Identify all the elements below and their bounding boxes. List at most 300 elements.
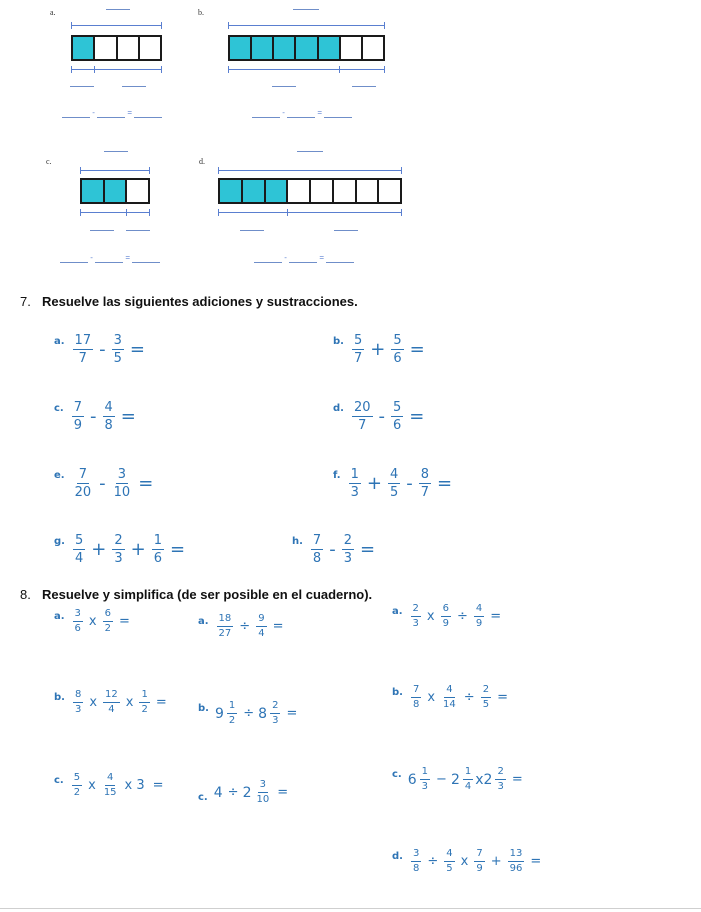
denominator: 96 [509,863,523,874]
equals-sign: = [317,108,323,117]
tick [384,22,385,29]
operator: ÷ [239,619,251,634]
denominator: 3 [350,485,359,500]
numerator: 4 [389,467,399,482]
equals-sign: = [119,614,130,629]
denominator: 9 [476,863,483,874]
answer-blank[interactable] [70,86,94,87]
exercise-7h [292,534,379,565]
bracket-bottom [80,212,150,213]
denominator: 7 [78,351,87,366]
denominator: 5 [446,863,453,874]
tick [71,66,72,73]
equals-sign: = [155,695,167,710]
denominator: 14 [443,699,456,710]
fraction [441,685,458,710]
numerator: 2 [411,604,421,617]
tick [228,22,229,29]
numerator: 5 [393,333,402,348]
answer-blank[interactable] [297,151,323,152]
denominator: 3 [343,551,352,566]
fraction [495,767,505,792]
answer-blank[interactable] [95,262,123,263]
answer-blank[interactable] [106,9,130,10]
bar-cell [95,37,117,59]
fraction [254,780,271,805]
bar-cell-filled [319,37,341,59]
diagram-d-label: d. [199,157,205,166]
equation-line-b [252,108,352,118]
operator: x [89,695,98,710]
bar-cell [334,180,357,202]
numerator: 4 [444,849,454,862]
answer-blank[interactable] [126,230,150,231]
answer-blank[interactable] [272,86,296,87]
page-bottom-rule [0,908,701,909]
denominator: 7 [358,418,367,433]
exercise-8-col2-a [198,614,287,639]
exercise-tag: a. [54,336,65,347]
exercise-tag: a. [198,616,209,627]
diagram-a-label: a. [50,8,56,17]
section-number: 8. [20,587,31,602]
answer-blank[interactable] [90,230,114,231]
denominator: 3 [421,781,429,792]
fraction [152,534,164,565]
exercise-7b [333,334,429,365]
fraction [349,468,361,499]
answer-blank[interactable] [254,262,282,263]
fraction [72,773,82,798]
tick [339,66,340,73]
numerator: 7 [78,467,87,482]
exercise-tag: a. [392,606,403,617]
operator: x [88,614,97,629]
denominator: 2 [141,704,148,715]
section-8-heading [20,587,372,602]
answer-blank[interactable] [289,262,317,263]
fraction [73,334,94,365]
exercise-8-col3-a [392,604,505,629]
answer-blank[interactable] [326,262,354,263]
fraction [419,468,431,499]
numerator: 1 [463,767,473,780]
operator: + [130,539,146,560]
fraction [73,468,94,499]
equals-sign: = [530,854,542,869]
fraction [73,534,85,565]
exercise-tag: d. [333,403,344,414]
numerator: 1 [420,767,430,780]
exercise-tag: b. [333,336,344,347]
numerator: 18 [217,614,234,627]
fraction [342,534,354,565]
exercise-tag: g. [54,536,65,547]
denominator: 3 [412,618,419,629]
exercise-tag: c. [198,792,208,803]
answer-blank[interactable] [134,117,162,118]
exercise-tag: a. [54,611,65,622]
numerator: 3 [73,609,83,622]
bar-cell [379,180,400,202]
operator: + [370,339,386,360]
answer-blank[interactable] [97,117,125,118]
operator: x [427,690,436,705]
equals-sign: = [490,609,502,624]
exercise-8-col1-b [54,690,171,715]
tick [161,66,162,73]
fraction [103,401,115,432]
denominator: 6 [74,623,81,634]
bracket-bottom [218,212,402,213]
numerator: 2 [495,767,505,780]
exercise-tag: f. [333,470,341,481]
exercise-8-col3-d [392,849,545,874]
section-title: Resuelve las siguientes adiciones y sustracciones. [42,294,358,309]
numerator: 5 [72,773,82,786]
numerator: 13 [508,849,525,862]
bar-cell-filled [230,37,252,59]
tick [71,22,72,29]
equation-line-a [62,108,162,118]
numerator: 1 [153,533,162,548]
fraction [352,401,373,432]
bracket-bottom [228,69,385,70]
exercise-tag: d. [392,851,403,862]
denominator: 9 [73,418,83,433]
exercise-7g [54,534,189,565]
whole-number: 6 [407,771,417,788]
bar-cell-filled [243,180,266,202]
operator: - [329,539,336,560]
denominator: 7 [353,351,363,366]
operator: x 3 [124,778,145,793]
tick [80,167,81,174]
answer-blank[interactable] [334,230,358,231]
answer-blank[interactable] [62,117,90,118]
exercise-7d [333,401,428,432]
bar-cell [118,37,140,59]
bracket-top [218,170,402,171]
denominator: 3 [114,551,123,566]
whole-number: 2 [450,771,460,788]
operator: x [88,778,96,793]
equals-sign: = [409,339,425,360]
equals-sign: = [319,253,325,262]
denominator: 20 [74,485,92,500]
tick [161,22,162,29]
denominator: 4 [258,628,265,639]
fraction-bar-c [80,178,150,204]
exercise-8-col3-b [392,685,512,710]
tick [401,209,402,216]
numerator: 6 [441,604,451,617]
exercise-7f [333,468,456,499]
equals-sign: = [152,778,164,793]
exercise-7a [54,334,149,365]
bar-cell-filled [73,37,95,59]
answer-blank[interactable] [293,9,319,10]
numerator: 5 [353,333,363,348]
exercise-tag: c. [392,769,402,780]
denominator: 4 [74,551,84,566]
denominator: 2 [228,715,236,726]
fraction [103,690,120,715]
operator: - [90,406,97,427]
operator: - [406,473,413,494]
answer-blank[interactable] [252,117,280,118]
equals-sign: = [511,772,523,787]
answer-blank[interactable] [324,117,352,118]
numerator: 4 [444,685,454,698]
numerator: 7 [411,685,421,698]
fraction [73,690,83,715]
fraction [102,773,119,798]
operator: x [426,609,435,624]
fraction [73,609,83,634]
equals-sign: = [125,253,131,262]
numerator: 5 [393,400,402,415]
numerator: 17 [74,333,92,348]
fraction [474,849,484,874]
bracket-top [80,170,150,171]
denominator: 5 [389,485,399,500]
answer-blank[interactable] [104,151,128,152]
fraction [420,767,430,792]
tick [218,167,219,174]
fraction-bar-b [228,35,385,61]
bar-cell-filled [82,180,105,202]
equals-sign: = [359,539,376,560]
fraction [112,534,124,565]
equals-sign: = [497,690,508,705]
numerator: 2 [343,533,352,548]
answer-blank[interactable] [60,262,88,263]
fraction [474,604,484,629]
bar-cell-filled [220,180,243,202]
whole-number: 2 [242,784,252,801]
numerator: 4 [105,773,115,786]
bar-cell [127,180,148,202]
numerator: 9 [256,614,266,627]
exercise-7c [54,401,140,432]
bar-cell-filled [252,37,274,59]
section-number: 7. [20,294,31,309]
exercise-tag: c. [54,403,64,414]
operator: + [490,854,502,869]
bracket-top [71,25,162,26]
numerator: 6 [103,609,113,622]
fraction [112,334,124,365]
numerator: 8 [420,467,430,482]
whole-number: 4 [213,784,223,801]
operator: − [436,772,447,787]
tick [401,167,402,174]
bar-cell [363,37,383,59]
operator: x [460,854,469,869]
denominator: 6 [393,418,402,433]
equals-sign: = [127,108,133,117]
operator: ÷ [427,854,439,869]
bar-cell-filled [266,180,289,202]
diagram-b-label: b. [198,8,204,17]
equals-sign: = [277,785,289,800]
equals-sign: = [409,406,425,427]
numerator: 3 [411,849,421,862]
numerator: 3 [258,780,268,793]
numerator: 2 [481,685,491,698]
operator: - [378,406,386,427]
answer-blank[interactable] [122,86,146,87]
fraction [139,690,149,715]
fraction [217,614,234,639]
bar-cell [357,180,380,202]
fraction [391,401,403,432]
denominator: 4 [464,781,472,792]
fraction-bar-a [71,35,162,61]
minus-sign: - [92,108,95,117]
bracket-bottom [71,69,162,70]
fraction [444,849,454,874]
tick [287,209,288,216]
fraction [441,604,451,629]
numerator: 1 [139,690,149,703]
minus-sign: - [282,108,285,117]
equals-sign: = [437,473,453,494]
denominator: 4 [108,704,115,715]
equation-line-d [254,253,354,263]
exercise-tag: b. [392,687,403,698]
multiplier-whole: x2 [475,771,493,788]
numerator: 20 [353,400,371,415]
denominator: 8 [312,551,322,566]
operator: - [99,339,106,360]
denominator: 15 [103,787,117,798]
fraction [112,468,133,499]
operator: + [366,473,382,494]
fraction [103,609,113,634]
fraction [411,685,421,710]
numerator: 2 [270,701,280,714]
numerator: 4 [104,400,113,415]
tick [80,209,81,216]
exercise-tag: b. [198,703,209,714]
fraction [411,849,421,874]
equals-sign: = [120,406,136,427]
minus-sign: - [90,253,93,262]
numerator: 7 [474,849,484,862]
numerator: 5 [74,533,84,548]
denominator: 5 [113,351,122,366]
denominator: 8 [412,863,420,874]
answer-blank[interactable] [240,230,264,231]
fraction [352,334,364,365]
fraction [463,767,473,792]
denominator: 2 [104,623,111,634]
operator: ÷ [227,785,239,800]
exercise-tag: h. [292,536,303,547]
denominator: 6 [153,551,162,566]
equals-sign: = [129,339,145,360]
answer-blank[interactable] [287,117,315,118]
whole-number: 9 [214,705,224,722]
exercise-8-col2-c [198,780,292,805]
exercise-8-col3-c [392,767,527,792]
fraction [388,468,400,499]
denominator: 8 [412,699,420,710]
numerator: 1 [227,701,237,714]
operator: ÷ [457,609,468,624]
denominator: 7 [420,485,430,500]
fraction [508,849,525,874]
numerator: 2 [114,533,123,548]
numerator: 12 [103,690,120,703]
whole-number: 8 [258,705,268,722]
tick [149,209,150,216]
answer-blank[interactable] [352,86,376,87]
fraction [311,534,323,565]
fraction [227,701,237,726]
equals-sign: = [138,473,154,494]
fraction [72,401,84,432]
exercise-tag: e. [54,470,65,481]
exercise-8-col2-b [198,701,301,726]
bracket-top [228,25,385,26]
denominator: 9 [475,618,483,629]
numerator: 8 [73,690,83,703]
operator: x [125,695,134,710]
denominator: 27 [218,628,232,639]
fraction-bar-d [218,178,402,204]
bar-cell [288,180,311,202]
exercise-8-col1-a [54,609,134,634]
equals-sign: = [170,539,186,560]
bar-cell [341,37,363,59]
exercise-8-col1-c [54,773,168,798]
tick [218,209,219,216]
bar-cell-filled [274,37,296,59]
exercise-tag: b. [54,692,65,703]
diagram-c-label: c. [46,157,52,166]
denominator: 3 [74,704,82,715]
denominator: 10 [256,794,270,805]
fraction [481,685,491,710]
denominator: 3 [497,781,504,792]
fraction [256,614,266,639]
denominator: 5 [482,699,490,710]
fraction [270,701,280,726]
operator: ÷ [463,690,475,705]
equals-sign: = [286,706,298,721]
denominator: 10 [113,485,131,500]
denominator: 2 [73,787,81,798]
numerator: 3 [113,333,122,348]
equation-line-c [60,253,160,263]
tick [149,167,150,174]
denominator: 9 [442,618,449,629]
bar-cell [140,37,160,59]
numerator: 7 [73,400,83,415]
tick [228,66,229,73]
numerator: 1 [350,467,359,482]
answer-blank[interactable] [132,262,160,263]
denominator: 8 [104,418,113,433]
operator: - [99,473,106,494]
bar-cell-filled [105,180,128,202]
denominator: 3 [272,715,279,726]
tick [384,66,385,73]
section-title: Resuelve y simplifica (de ser posible en el cuaderno). [42,587,373,602]
